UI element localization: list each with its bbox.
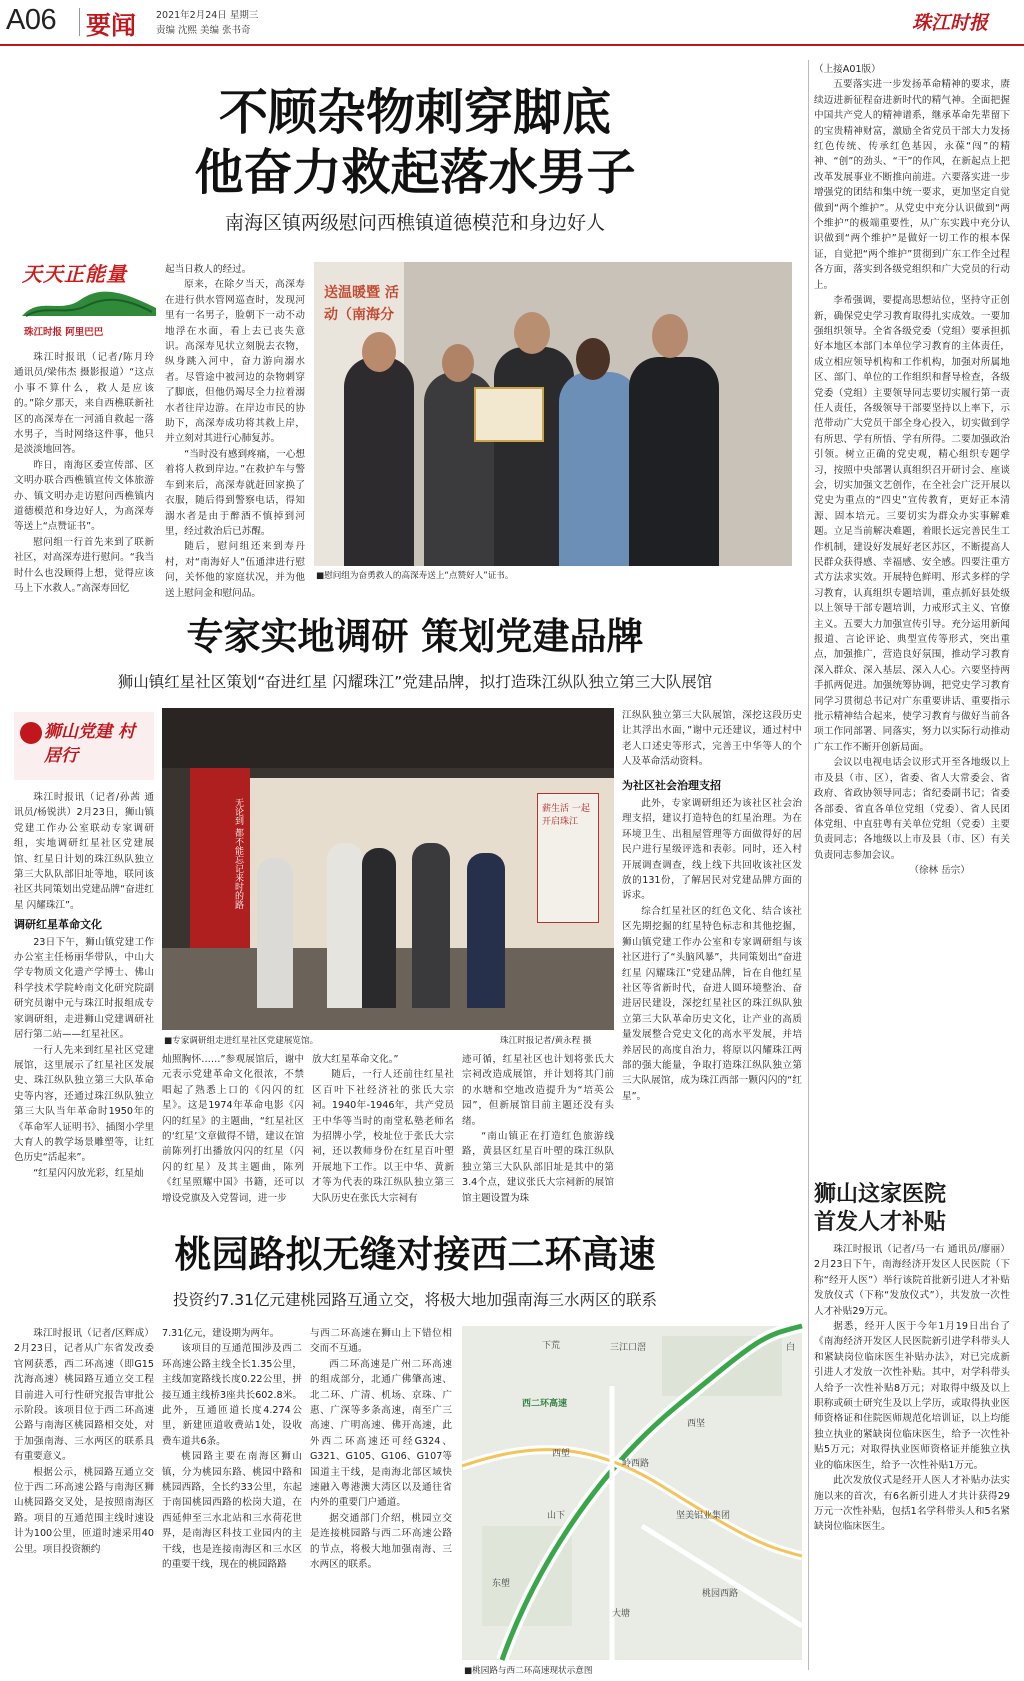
paragraph: 此外，专家调研组还为该社区社会治理支招，建议打造特色的红星治理。为在环境卫生、出租屋管理等方面做得好的居民户进行星级评选和表彰。同时，还入村开展调查调查，线上线下共回收该社区发放的131份，了解居民对党建品牌方面的诉求。 bbox=[622, 798, 802, 902]
party-building-logo bbox=[14, 712, 154, 780]
sidebar-continued-article bbox=[814, 62, 1010, 1122]
visitor-3 bbox=[362, 848, 396, 1008]
visitor-4 bbox=[412, 843, 450, 1008]
map-label: 西二环高速 bbox=[522, 1399, 568, 1409]
ceiling-lights bbox=[162, 708, 614, 768]
paragraph: 珠江时报讯（记者/陈月玲 通讯员/梁伟杰 摄影报道）“这点小事不算什么，救人是应该的。”除夕那天，来自西樵联新社区的高深寿在一河涌自救起一落水男子，当时网络这件事，他只是淡淡地回答。 bbox=[14, 352, 154, 456]
story3-column-3 bbox=[310, 1326, 452, 1672]
person-2-head bbox=[442, 344, 474, 382]
paragraph: “红星闪闪放光彩，红星灿 bbox=[33, 1167, 144, 1179]
story2-subhead: 狮山镇红星社区策划“奋进红星 闪耀珠江”党建品牌，拟打造珠江纵队独立第三大队展馆 bbox=[117, 673, 713, 691]
map-label: 白 bbox=[786, 1343, 796, 1353]
story2-photo-caption: ■专家调研组走进红星社区党建展览馆。 bbox=[164, 1036, 319, 1046]
paragraph: 据悉，经开人医于今年1月19日出台了《南海经济开发区人民医院新引进学科带头人和紧缺岗位临床医生补贴办法》，对已完成新引进人才发放一次性补贴。其中，对学科带头人给予一次性补贴8万元；对取得中级及以上职称或硕士研究生及以上学历，或取得执业医师资格证和住院医师规范化培训证，以上均能独立执业的紧缺岗位临床医生，给予一次性补贴5万元；对取得执业医师资格证并能独立执业的临床医生，给予一次性补贴1万元。 bbox=[814, 1321, 1010, 1471]
paragraph: 综合红星社区的红色文化、结合该社区先期挖掘的红星特色标志和其他挖掘，狮山镇党建工作办公室和专家调研组与该社区进行了“头脑风暴”，共同策划出“奋进红星 闪耀珠江”党建品牌，旨在自他红星社区等省新时代，奋进人圆环境整治、奋进居民建设，深挖红星社区的珠江纵队独立第三大队革命历史文化，让产业的高质量发展整合党史文化的高水平发展，并培养居民的高度自治力，将原以闪耀珠江两部的强大能量，争取打造珠江纵队独立第三大队展馆，成为珠江西部一颗闪闪的“红星”。 bbox=[622, 905, 802, 1102]
paragraph: 会议以电视电话会议形式开至各地级以上市及县（市、区），省委、省人大常委会、省政府、省政协领导同志；省纪委副书记；省委各部委、省直各单位党组（党委）、省人民团体党组、中直驻粤有关单位党组（党委）主要负责同志；各地级以上市及县（市、区）有关负责同志参加会议。 bbox=[814, 757, 1010, 861]
story2-photo-credit: 珠江时报记者/黄永程 摄 bbox=[500, 1036, 592, 1046]
continued-from: （上接A01版） bbox=[814, 64, 881, 75]
paragraph: 灿照胸怀……”参观展馆后，谢中元表示党建革命文化很浓，不禁唱起了熟悉上口的《闪闪的红星》。这是1974年革命电影《闪闪的红星》的主题曲，“红星社区的‘红星’文章做得不错，建议在馆前陈列打出播放闪闪的红星（闪闪的红星）及其主题曲，陈列《红星照耀中国》书籍，还可以增设党旗及入党誓词，进一步 bbox=[162, 1054, 304, 1204]
story1-column-1 bbox=[14, 350, 154, 595]
paragraph: 桃园路主要在南海区狮山镇，分为桃园东路、桃园中路和桃园西路，全长约33公里，东起于南国桃园西路的松岗大道，在西延伸至三水北站和三水荷花世界，是南海区科技工业园内的主干线，也是连接南海区和三水区的重要干线，现在的桃园路路 bbox=[162, 1451, 302, 1571]
positive-energy-sponsor: 珠江时报 阿里巴巴 bbox=[24, 327, 104, 338]
paragraph: 该项目的互通范围涉及西二环高速公路主线全长1.35公里，主线加宽路线长度0.22公里，拼接互通主线桥3座共长602.8米。此外，互通匝道长度4.274公里，新建匝道收费站1处，设收费车道共6条。 bbox=[162, 1343, 302, 1447]
paragraph: 迹可循，红星社区也计划将张氏大宗祠改造成展馆，并计划将其门前的水塘和空地改造提升为“培英公园”，但新展馆目前主题还没有头绪。 bbox=[462, 1054, 614, 1127]
paragraph: 放大红星革命文化。” bbox=[312, 1054, 399, 1065]
paragraph: 西二环高速是广州二环高速的组成部分，北通广佛肇高速、北二环、广清、机场、京珠、广惠、广深等多条高速，南至广三高速、广明高速、佛开高速，此外西二环高速还可经G324、G321、G105、G106、G107等国道主干线，是南海北部区域快速融入粤港澳大湾区以及通往省内外的重要门户通道。 bbox=[310, 1358, 452, 1509]
paper-logo: 珠江时报 bbox=[912, 12, 989, 34]
map-label: 西坚 bbox=[687, 1419, 706, 1429]
story2-headline: 专家实地调研 策划党建品牌 bbox=[186, 614, 644, 658]
positive-energy-title: 天天正能量 bbox=[22, 262, 127, 286]
visitor-5 bbox=[467, 853, 505, 1008]
paragraph: “当时没有感到疼痛，一心想着将人救到岸边。”在救护车与警车到来后，高深寿就赶回家换了衣服，随后得到警察电话，得知溺水者是由于醉酒不慎掉到河里，经过救治后已苏醒。 bbox=[165, 448, 305, 537]
positive-energy-logo bbox=[14, 256, 164, 346]
visitor-2 bbox=[327, 843, 363, 1008]
story1-column-2 bbox=[165, 262, 305, 599]
story4-body bbox=[814, 1242, 1010, 1672]
story1-photo bbox=[314, 262, 792, 566]
certificate bbox=[474, 387, 544, 442]
paragraph: 起当日救人的经过。 bbox=[165, 264, 252, 275]
paragraph: 珠江时报讯（记者/区辉成）2月23日，记者从广东省发改委官网获悉，西二环高速（即G15沈海高速）桃园路互通立交工程目前进入可行性研究报告审批公示阶段。该项目位于西二环高速公路与南海区桃园路相交处，对于加强南海、三水两区的联系具有重要意义。 bbox=[14, 1328, 154, 1463]
story2-column-b3 bbox=[462, 1052, 614, 1222]
paragraph: 一行人先来到红星社区党建展馆，这里展示了红星社区发展史、珠江纵队独立第三大队革命史等内容，还通过珠江纵队独立第三大队当年革命时1950年的《革命军人证明书》、插图小学里大育人的教学场景雕塑等，让红色历史“活起来”。 bbox=[14, 1044, 154, 1164]
paragraph: 随后，慰问组还来到寿丹村，对“南海好人”伍通津进行慰问，关怀他的家庭状况，并为他送上慰问金和慰问品。 bbox=[165, 541, 305, 599]
paragraph: 7.31亿元，建设期为两年。 bbox=[162, 1328, 280, 1339]
story3-subhead: 投资约7.31亿元建桃园路互通立交，将极大地加强南海三水两区的联系 bbox=[172, 1291, 657, 1309]
paragraph: “南山镇正在打造红色旅游线路，黄县区红星百叶塱的珠江纵队独立第三大队队部旧址是其中的第3.4个点，建议张氏大宗祠新的展馆馆主题设置为珠 bbox=[462, 1131, 614, 1204]
person-4-head bbox=[576, 338, 610, 380]
paragraph: 根据公示，桃园路互通立交位于西二环高速公路与南海区狮山桃园路交叉处，是按照南海区路。项目的互通范围主线时速设计为100公里，匝道时速采用40公里。项目投资额约 bbox=[14, 1466, 154, 1555]
paragraph: 随后，一行人还前往红星社区百叶下社经济社的张氏大宗祠。1940年-1946年，共产党员王中华等当时的南堂私塾老师名为招牌小学，校址位于张氏大宗祠，还以教师身份在红星百叶塱开展地下工作。以王中华、黄新才等为代表的珠江纵队独立第三大队历史在张氏大宗祠有 bbox=[312, 1069, 454, 1204]
person-1-head bbox=[362, 332, 396, 372]
masthead bbox=[0, 0, 1024, 46]
signoff: （徐林 岳宗） bbox=[909, 865, 970, 877]
party-emblem-icon bbox=[20, 722, 42, 744]
paragraph: 昨日，南海区委宣传部、区文明办联合西樵镇宣传文体旅游办、镇文明办走访慰问西樵镇内道德模范和身边好人，为高深寿等送上“点赞证书”。 bbox=[14, 459, 154, 533]
map-caption: ■桃园路与西二环高速现状示意图 bbox=[464, 1666, 593, 1676]
story3-column-1 bbox=[14, 1326, 154, 1672]
map-label: 坚美铝业集团 bbox=[676, 1511, 731, 1521]
section-heading: 为社区社会治理支招 bbox=[622, 778, 721, 792]
story3-column-2 bbox=[162, 1326, 302, 1672]
interchange-map bbox=[462, 1326, 802, 1660]
map-label: 山下 bbox=[547, 1511, 566, 1521]
person-5-head bbox=[652, 314, 688, 358]
paragraph: 李希强调，要提高思想站位，坚持守正创新，确保党史学习教育取得扎实成效。一要加强组织领导。全省各级党委（党组）要承担抓好本地区本部门本单位学习教育的主体责任，成立相应领导机构和工作机构，加强对所属地区、部门、单位的工作组织和督导检查，各级党委（党组）主要领导同志要切实履行第一责任人责任，各级领导干部要坚持以上率下，示范带动广大党员干部全身心投入，切实做到学有所思、学有所悟、学有所得。二要加强政治引领。树立正确的党史观，精心组织专题学习，按照中央部署认真组织召开研讨会、座谈会，切实加强文艺创作，在全社会广泛开展以党史为重点的“四史”宣传教育，更好正本清源、固本培元。三要切实为群众办实事解难题。立足当前解决难题，着眼长远完善民生工作机制，建设好发展好老区苏区，不断提高人民群众获得感、幸福感、安全感。四要注重方式方法求实效。开展特色鲜明、形式多样的学习教育，认真组织专题培训，重点抓好县处级以上领导干部专题培训，力戒形式主义、官僚主义。五要大力加强宣传引导。充分运用新闻报道、言论评论、典型宣传等形式，突出重点，加强推广，营造良好氛围，推动学习教育深入群众、深入基层、深入人心。六要坚持两手抓两促进。加强统筹协调，把党史学习教育同学习贯彻总书记对广东重要讲话、重要指示批示精神结合起来，使学习教育与做好当前各项工作同部署、同落实，努力以实际行动推动广东工作不断开创新局面。 bbox=[814, 295, 1010, 753]
map-label: 三江口滘 bbox=[610, 1343, 647, 1353]
board-text: 薪生活 一起开启珠江 bbox=[542, 804, 590, 827]
pillar-text: 无论到 都不能忘记来时的路 bbox=[233, 798, 243, 909]
map-label: 西塱 bbox=[552, 1449, 571, 1459]
person-3-head bbox=[514, 312, 550, 354]
section-heading: 调研红星革命文化 bbox=[14, 918, 102, 932]
section-name: 要闻 bbox=[86, 11, 137, 40]
story4-headline-1: 狮山这家医院 bbox=[814, 1181, 947, 1207]
story4-headline-2: 首发人才补贴 bbox=[814, 1209, 947, 1235]
editors: 责编 沈熙 美编 张书奇 bbox=[156, 25, 251, 36]
map-label: 大塘 bbox=[612, 1609, 631, 1619]
paragraph: 珠江时报讯（记者/马一右 通讯员/廖丽）2月23日下午，南海经济开发区人民医院（下称“经开人医”）举行该院首批新引进人才补贴发放仪式（下称“发放仪式”），共发放一次性人才补贴29万元。 bbox=[814, 1244, 1010, 1317]
paragraph: 江纵队独立第三大队展馆，深挖这段历史让其浮出水面，”谢中元还建议，通过村中老人口述史等形式，完善王中华等人的个人及革命活动资料。 bbox=[622, 710, 802, 768]
paragraph: 此次发放仪式是经开人医人才补贴办法实施以来的首次，有6名新引进人才共计获得29万元一次性补贴，包括1名学科带头人和5名紧缺岗位临床医生。 bbox=[814, 1475, 1010, 1533]
story1-headline-1: 不顾杂物刺穿脚底 bbox=[218, 83, 611, 141]
paragraph: 珠江时报讯（记者/孙茜 通讯员/杨锐洪）2月23日，狮山镇党建工作办公室联动专家调研组，实地调研红星社区党建展馆、红星日计划的珠江纵队独立第三大队队部旧址等地，联同该社区共同策划出党建品牌“奋进红星 闪耀珠江”。 bbox=[14, 792, 154, 911]
story2-column-b1 bbox=[162, 1052, 304, 1222]
person-1 bbox=[344, 357, 414, 566]
person-4 bbox=[559, 372, 639, 566]
story1-subhead: 南海区镇两级慰问西樵镇道德模范和身边好人 bbox=[224, 212, 605, 234]
map-label: 下荒 bbox=[542, 1341, 561, 1351]
paragraph: 据交通部门介绍，桃园立交是连接桃园路与西二环高速公路的节点，将极大地加强南海、三水两区的联系。 bbox=[310, 1512, 452, 1571]
great-wall-icon bbox=[20, 286, 158, 320]
person-5 bbox=[629, 357, 719, 566]
map-label: 岭西路 bbox=[622, 1459, 650, 1469]
story2-column-left bbox=[14, 790, 154, 1180]
story3-headline: 桃园路拟无缝对接西二环高速 bbox=[174, 1232, 656, 1276]
story2-photo bbox=[162, 708, 614, 1030]
page-code: A06 bbox=[6, 4, 57, 36]
paragraph: 与西二环高速在狮山上下错位相交而不互通。 bbox=[310, 1328, 452, 1355]
story2-column-right bbox=[622, 708, 802, 1222]
paragraph: 慰问组一行首先来到了联新社区，对高深寿进行慰问。“我当时什么也没顾得上想，觉得应该马上下水救人。”高深寿回忆 bbox=[14, 536, 154, 595]
masthead-divider bbox=[79, 8, 80, 36]
visitor-1 bbox=[257, 858, 293, 1008]
story1-photo-caption: ■慰问组为奋勇救人的高深寿送上“点赞好人”证书。 bbox=[316, 571, 514, 581]
photo-banner: 送温暖暨 活动（南海分 bbox=[324, 285, 399, 323]
map-label: 桃园西路 bbox=[702, 1589, 739, 1599]
story2-column-b2 bbox=[312, 1052, 454, 1222]
paragraph: 五要落实进一步发扬革命精神的要求，赓续迈进新征程奋进新时代的精气神。全面把握中国共产党人的精神谱系，继承革命先辈留下的宝贵精神财富，激励全省党员干部大力发扬红色传统、传承红色基因，永葆“闯”的精神、“创”的劲头、“干”的作风，在新起点上把改革发展事业不断推向前进。六要落实进一步增强党的团结和集中统一要求，更加坚定自觉做到“两个维护”。从党史中充分认识做到“两个维护”的极端重要性，从广东实践中充分认识做到“两个维护”是做好一切工作的根本保证，自觉把“两个维护”贯彻到广东工作全过程各方面，落实到各级党组织和广大党员的行动上。 bbox=[814, 79, 1010, 291]
story1-headline-2: 他奋力救起落水男子 bbox=[194, 143, 636, 201]
map-drawing bbox=[462, 1326, 802, 1660]
issue-date: 2021年2月24日 星期三 bbox=[156, 10, 259, 21]
party-building-title: 狮山党建 村居行 bbox=[44, 722, 135, 766]
map-label: 东塱 bbox=[492, 1579, 511, 1589]
sidebar-divider bbox=[808, 60, 809, 1670]
paragraph: 23日下午，狮山镇党建工作办公室主任杨丽华带队，中山大学专物质文化遗产学博士、佛山科学技术学院岭南文化研究院副研究员谢中元与珠江时报组成专家调研组，走进狮山党建调研社居行第二站——红星社区。 bbox=[14, 936, 154, 1041]
masthead-rule bbox=[0, 44, 1024, 46]
paragraph: 原来，在除夕当天，高深寿在进行供水管网巡查时，发现河里有一名男子，脸朝下一动不动地浮在水面，看上去已丧失意识。高深寿见状立刻脱去衣物，纵身跳入河中，奋力游向溺水者。尽管途中被河边的杂物刺穿了脚底，但他仍竭尽全力拉着溺水者往岸边游。在岸边市民的协助下，高深寿成功将其救上岸，并立刻对其进行心肺复苏。 bbox=[165, 279, 305, 445]
